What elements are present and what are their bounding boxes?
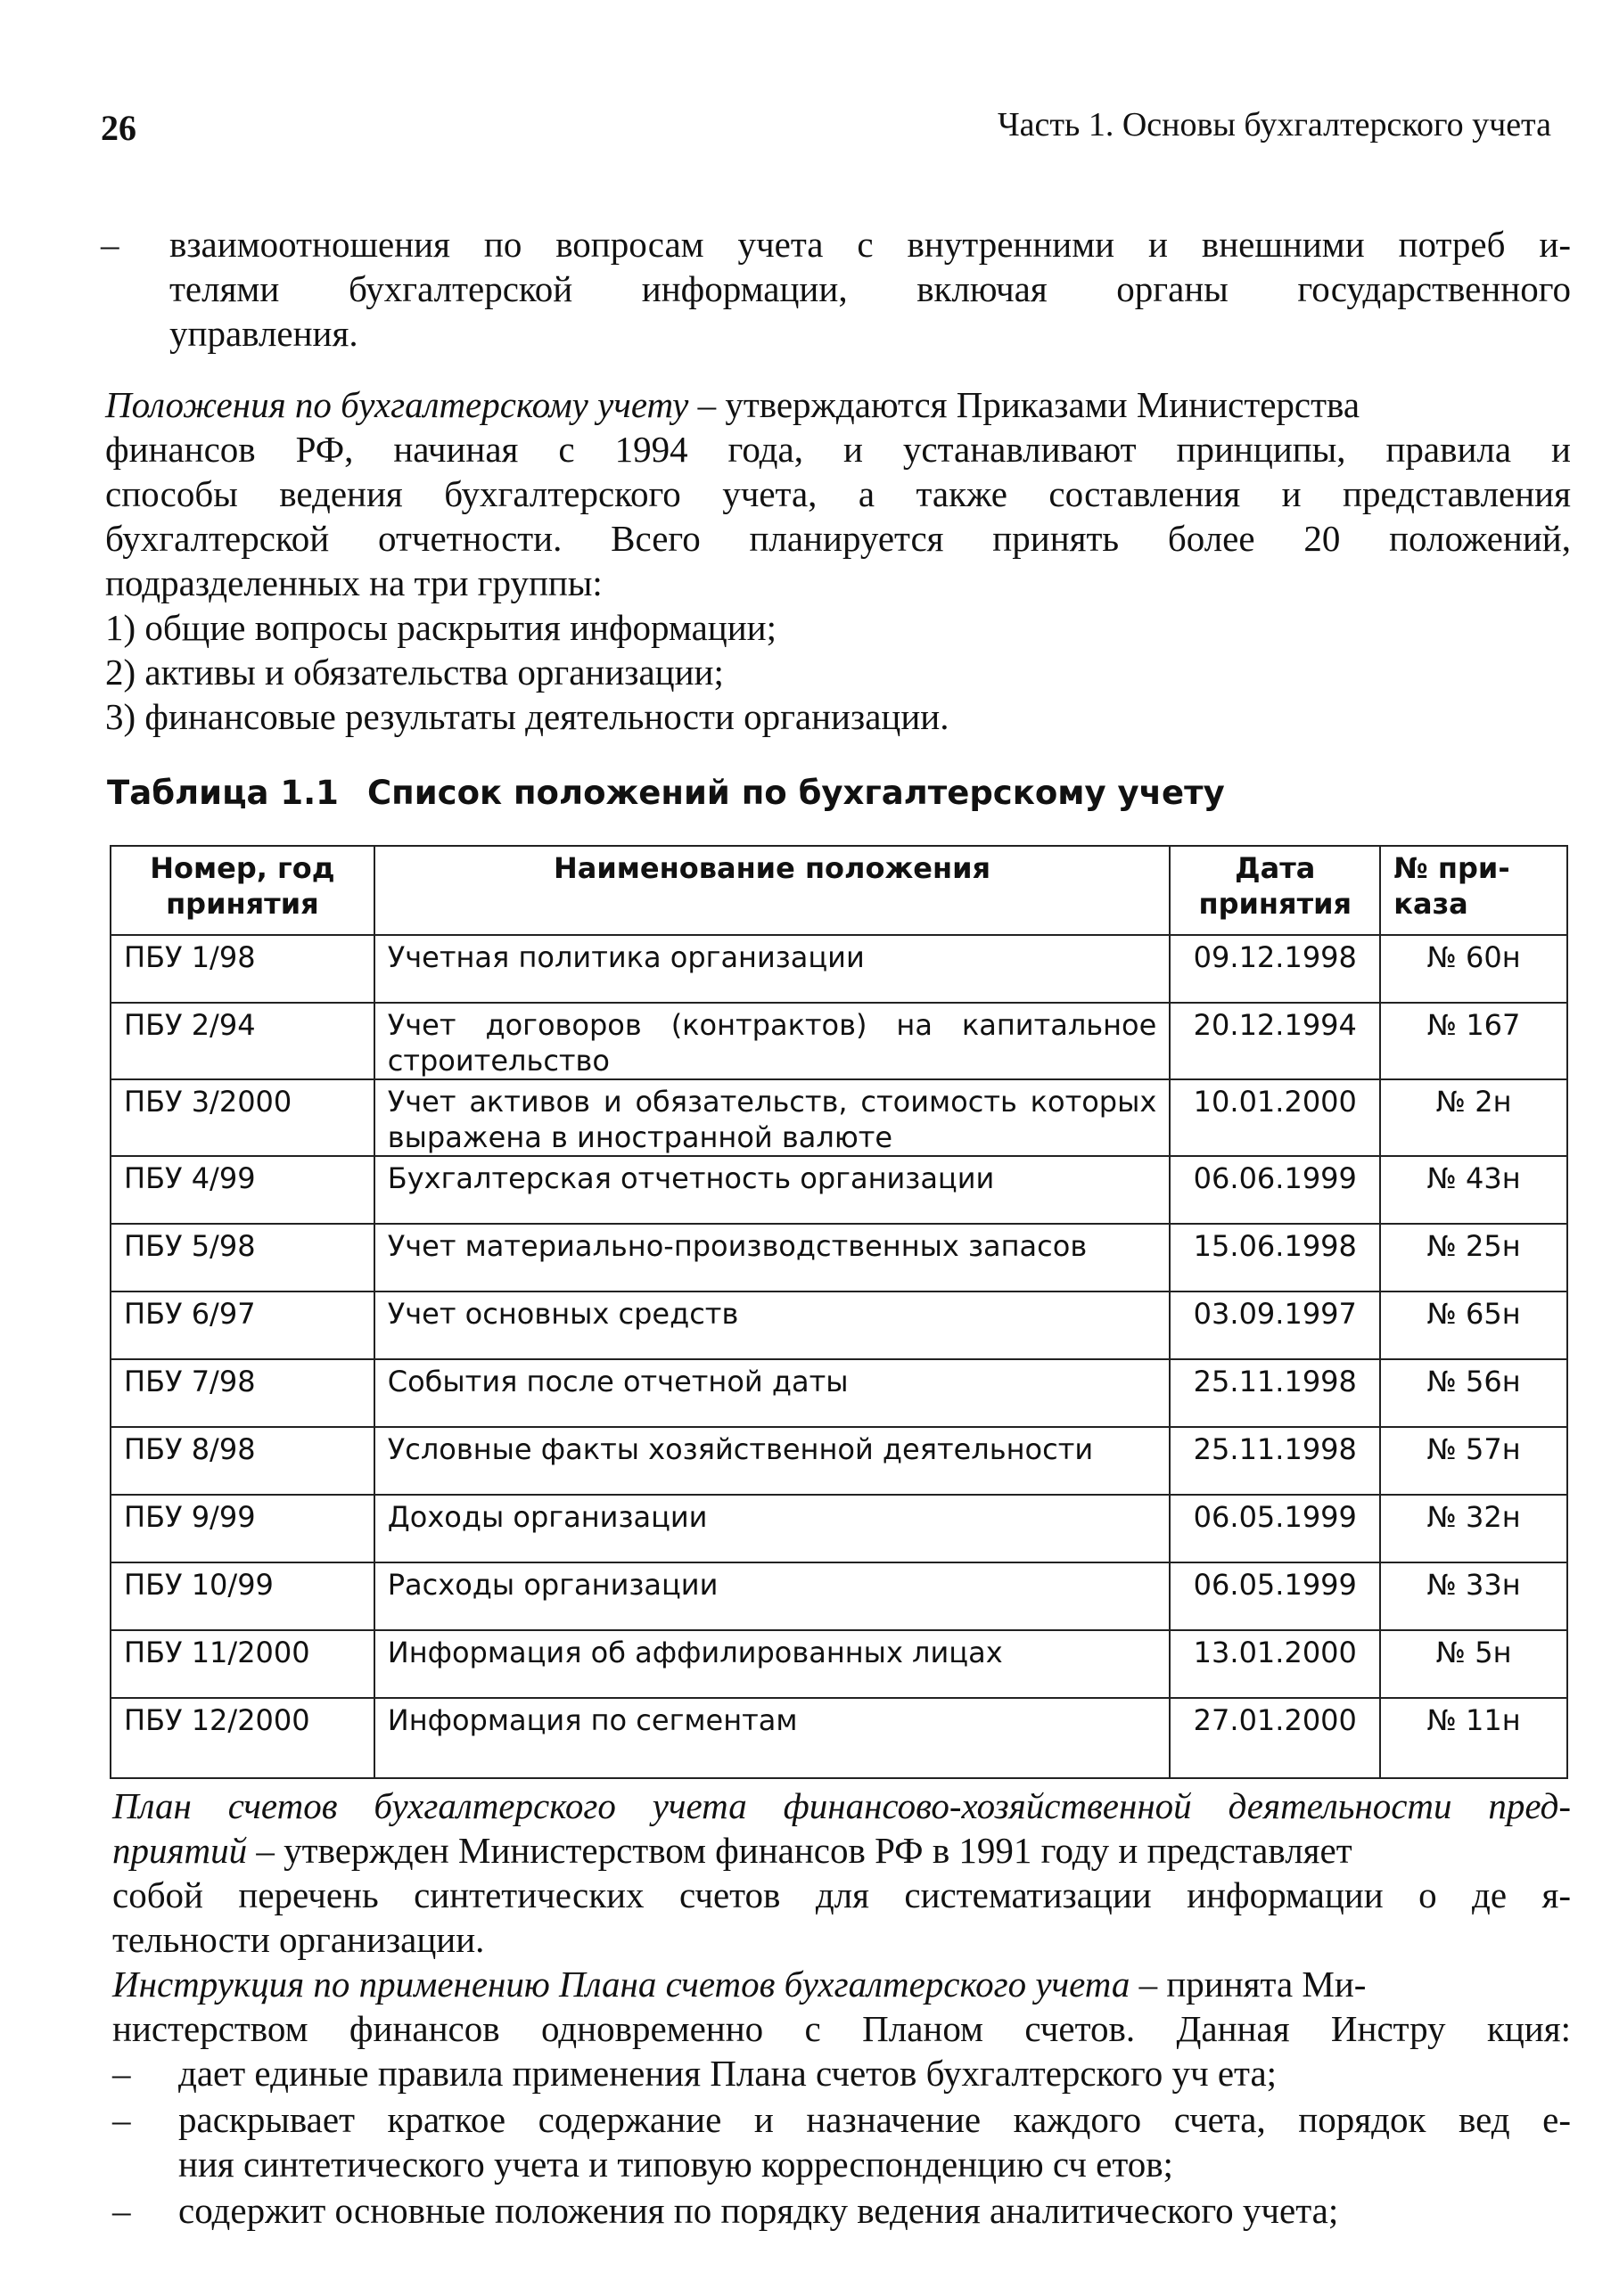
positions-term: Положения по бухгалтерскому учету [105,384,689,425]
list-dash: – [101,224,119,265]
group-item-1: 1) общие вопросы раскрытия информации; [105,607,777,648]
cell-number: ПБУ 3/2000 [111,1079,374,1156]
page-number: 26 [101,108,136,148]
positions-line-2: финансов РФ, начиная с 1994 года, и устанавливают принципы, правила и [105,429,1571,470]
cell-order: № 60н [1380,935,1567,1003]
positions-line-1-rest: – утверждаются Приказами Министерства [688,384,1360,425]
cell-date: 06.05.1999 [1170,1495,1380,1562]
cell-number: ПБУ 1/98 [111,935,374,1003]
cell-name: Информация по сегментам [374,1698,1171,1778]
cell-date: 27.01.2000 [1170,1698,1380,1778]
cell-number: ПБУ 8/98 [111,1427,374,1495]
cell-order: № 2н [1380,1079,1567,1156]
positions-line-4: бухгалтерской отчетности. Всего планируется принять более 20 положений, [105,518,1571,559]
instruction-item-1: дает единые правила применения Плана счетов бухгалтерского уч ета; [178,2053,1278,2094]
table-row [111,935,1567,1003]
table-caption [107,774,1225,812]
header-name: Наименование положения [374,846,1171,935]
cell-number: ПБУ 6/97 [111,1292,374,1359]
cell-date: 25.11.1998 [1170,1427,1380,1495]
table-row [111,1698,1567,1778]
table-caption-label: Таблица 1.1 [107,774,339,812]
cell-name: Учет договоров (контрактов) на капитальное строительство [374,1003,1171,1079]
instruction-term: Инструкция по применению Плана счетов бухгалтерского учета [112,1964,1130,2005]
cell-order: № 56н [1380,1359,1567,1427]
table-row [111,1292,1567,1359]
positions-line-5: подразделенных на три группы: [105,562,603,603]
coa-term-line-1: План счетов бухгалтерского учета финансово-хозяйственной деятельности пред- [112,1785,1571,1826]
cell-number: ПБУ 9/99 [111,1495,374,1562]
table-row [111,1495,1567,1562]
table-header-row [111,846,1567,935]
cell-order: № 11н [1380,1698,1567,1778]
cell-date: 25.11.1998 [1170,1359,1380,1427]
list-dash: – [112,2190,131,2231]
group-item-3: 3) финансовые результаты деятельности организации. [105,696,949,737]
list-dash: – [112,2053,131,2094]
table-row [111,1427,1567,1495]
cell-order: № 167 [1380,1003,1567,1079]
intro-line-3: управления. [169,313,358,354]
positions-line-1 [105,381,1571,428]
coa-term-line-2: приятий [112,1830,248,1871]
cell-date: 03.09.1997 [1170,1292,1380,1359]
table-row [111,1003,1567,1079]
cell-date: 06.06.1999 [1170,1156,1380,1224]
positions-line-3: способы ведения бухгалтерского учета, а также составления и представления [105,473,1571,514]
header-date: Дата принятия [1170,846,1380,935]
cell-number: ПБУ 11/2000 [111,1630,374,1698]
cell-name: События после отчетной даты [374,1359,1171,1427]
cell-name: Информация об аффилированных лицах [374,1630,1171,1698]
table-row [111,1359,1567,1427]
cell-order: № 32н [1380,1495,1567,1562]
cell-name: Доходы организации [374,1495,1171,1562]
coa-line-3: собой перечень синтетических счетов для систематизации информации о де я- [112,1874,1571,1915]
cell-date: 13.01.2000 [1170,1630,1380,1698]
cell-name: Учет активов и обязательств, стоимость которых выражена в иностранной валюте [374,1079,1171,1156]
intro-line-1: взаимоотношения по вопросам учета с внутренними и внешними потреб и- [169,224,1571,265]
cell-number: ПБУ 4/99 [111,1156,374,1224]
cell-order: № 5н [1380,1630,1567,1698]
cell-name: Условные факты хозяйственной деятельности [374,1427,1171,1495]
group-item-2: 2) активы и обязательства организации; [105,652,724,693]
instruction-line-2: нистерством финансов одновременно с Планом счетов. Данная Инстру кция: [112,2008,1571,2049]
table-row [111,1562,1567,1630]
cell-order: № 25н [1380,1224,1567,1292]
instruction-line-1-rest: – принята Ми- [1130,1964,1367,2005]
table-row [111,1079,1567,1156]
cell-name: Учетная политика организации [374,935,1171,1003]
intro-line-2: телями бухгалтерской информации, включая органы государственного [169,268,1571,309]
cell-order: № 65н [1380,1292,1567,1359]
instruction-item-2-line-1: раскрывает краткое содержание и назначение каждого счета, порядок вед е- [178,2099,1571,2140]
pbu-table [110,845,1568,1779]
cell-number: ПБУ 10/99 [111,1562,374,1630]
table-row [111,1630,1567,1698]
running-title: Часть 1. Основы бухгалтерского учета [997,106,1551,144]
table-caption-title: Список положений по бухгалтерскому учету [367,774,1225,812]
cell-date: 10.01.2000 [1170,1079,1380,1156]
cell-name: Учет основных средств [374,1292,1171,1359]
cell-name: Расходы организации [374,1562,1171,1630]
header-number: Номер, год принятия [111,846,374,935]
cell-order: № 57н [1380,1427,1567,1495]
instruction-item-2-line-2: ния синтетического учета и типовую корреспонденцию сч етов; [178,2144,1173,2185]
cell-number: ПБУ 12/2000 [111,1698,374,1778]
cell-date: 09.12.1998 [1170,935,1380,1003]
table-row [111,1224,1567,1292]
cell-order: № 43н [1380,1156,1567,1224]
instruction-item-3: содержит основные положения по порядку ведения аналитического учета; [178,2190,1339,2231]
cell-date: 20.12.1994 [1170,1003,1380,1079]
cell-date: 15.06.1998 [1170,1224,1380,1292]
header-order: № при-казa [1380,846,1567,935]
list-dash: – [112,2099,131,2140]
coa-line-4: тельности организации. [112,1919,485,1960]
cell-number: ПБУ 5/98 [111,1224,374,1292]
instruction-line-1 [112,1961,1571,2007]
cell-number: ПБУ 2/94 [111,1003,374,1079]
coa-line-2-rest: – утвержден Министерством финансов РФ в 1991 году и представляет [247,1830,1352,1871]
coa-line-2 [112,1827,1571,1874]
cell-order: № 33н [1380,1562,1567,1630]
cell-name: Учет материально-производственных запасов [374,1224,1171,1292]
cell-date: 06.05.1999 [1170,1562,1380,1630]
cell-number: ПБУ 7/98 [111,1359,374,1427]
table-row [111,1156,1567,1224]
cell-name: Бухгалтерская отчетность организации [374,1156,1171,1224]
